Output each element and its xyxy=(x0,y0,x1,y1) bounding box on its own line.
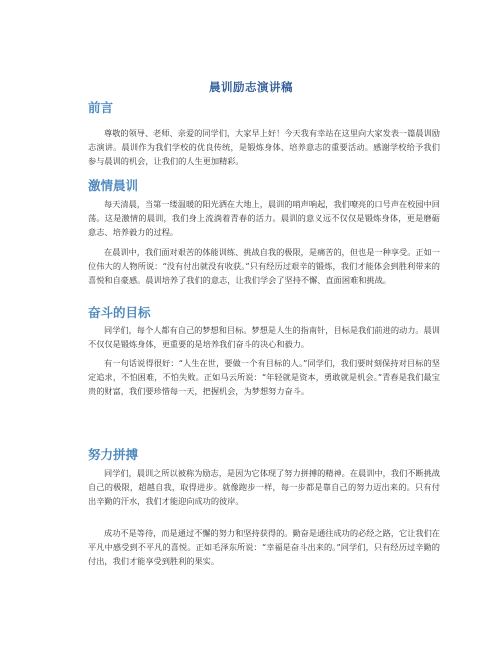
paragraph: 同学们，每个人都有自己的梦想和目标。梦想是人生的指南针，目标是我们前进的动力。晨训不仅仅是锻炼身体，更重要的是培养我们奋斗的决心和毅力。 xyxy=(88,325,440,349)
paragraph: 尊敬的领导、老师、亲爱的同学们，大家早上好！今天我有幸站在这里向大家发表一篇晨训励志演讲。晨训作为我们学校的优良传统，是锻炼身体、培养意志的重要活动。感谢学校给予我们参与晨训的机会，让我们的人生更加精彩。 xyxy=(88,128,440,166)
document-title: 晨训励志演讲稿 xyxy=(209,80,293,94)
section-heading-passion: 激情晨训 xyxy=(88,178,139,193)
section-heading-effort: 努力拼搏 xyxy=(88,447,139,462)
paragraph: 每天清晨，当第一缕温暖的阳光洒在大地上，晨训的哨声响起，我们嘹亮的口号声在校园中回荡。这是激情的晨训，我们身上流淌着青春的活力。晨训的意义远不仅仅是锻炼身体，更是磨砺意志、培养毅力的过程。 xyxy=(88,199,440,237)
paragraph: 成功不是等待，而是通过不懈的努力和坚持获得的。勤奋是通往成功的必经之路，它让我们在平凡中感受到不平凡的喜悦。正如毛泽东所说：“幸福是奋斗出来的。”同学们，只有经历过辛勤的付出，我们才能享受到胜利的果实。 xyxy=(88,528,440,566)
paragraph: 有一句话说得很好：“人生在世，要做一个有目标的人。”同学们，我们要时刻保持对目标的坚定追求，不怕困难，不怕失败。正如马云所说：“年轻就是资本，勇敢就是机会。”青春是我们最宝贵的财富，我们要珍惜每一天，把握机会，为梦想努力奋斗。 xyxy=(88,358,440,396)
section-heading-preface: 前言 xyxy=(88,100,114,115)
section-heading-goal: 奋斗的目标 xyxy=(88,305,151,320)
paragraph: 同学们，晨训之所以被称为励志，是因为它体现了努力拼搏的精神。在晨训中，我们不断挑战自己的极限，超越自我，取得进步。就像跑步一样，每一步都是靠自己的努力迈出来的。只有付出辛勤的汗水，我们才能迎向成功的彼岸。 xyxy=(88,468,440,506)
paragraph: 在晨训中，我们面对艰苦的体能训练、挑战自我的极限，是痛苦的，但也是一种享受。正如一位伟大的人物所说：“没有付出就没有收获。”只有经历过艰辛的锻炼，我们才能体会到胜利带来的喜悦和自豪感。晨训培养了我们的意志，让我们学会了坚持不懈、直面困难和挑战。 xyxy=(88,247,440,285)
